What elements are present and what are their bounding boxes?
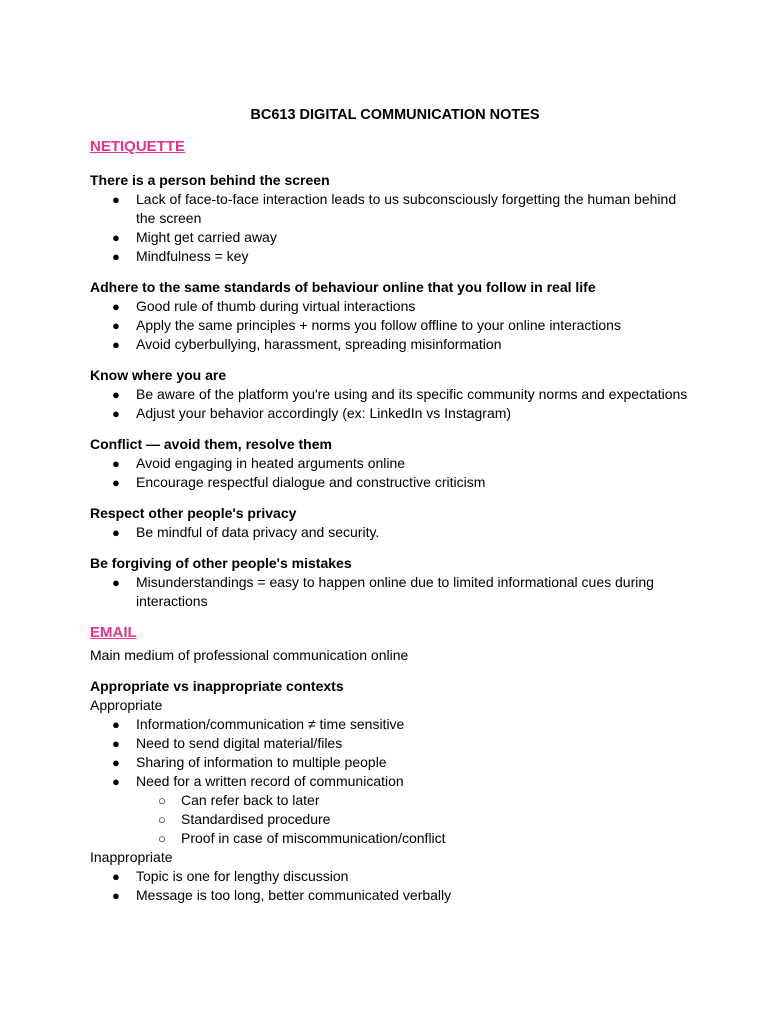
bullet-icon: ● — [112, 888, 120, 903]
subheading-contexts: Appropriate vs inappropriate contexts — [90, 678, 344, 694]
hollow-bullet-icon: ○ — [158, 812, 166, 827]
subheading-same-standards: Adhere to the same standards of behaviour online that you follow in real life — [90, 279, 596, 295]
document-title: BC613 DIGITAL COMMUNICATION NOTES — [250, 107, 540, 123]
bullet-list — [90, 190, 690, 266]
bullet-icon: ● — [112, 318, 120, 333]
inappropriate-label: Inappropriate — [90, 849, 173, 865]
subheading-person-behind-screen: There is a person behind the screen — [90, 172, 330, 188]
subheading-know-where-you-are: Know where you are — [90, 367, 227, 383]
bullet-icon: ● — [112, 230, 120, 245]
list-item: ● Apply the same principles + norms you follow offline to your online interactions — [112, 317, 621, 333]
list-item: ● Encourage respectful dialogue and constructive criticism — [112, 474, 486, 490]
bullet-icon: ● — [112, 575, 120, 590]
bullet-icon: ● — [112, 249, 120, 264]
list-item: ● Message is too long, better communicated verbally — [112, 887, 452, 903]
list-item: ● Avoid cyberbullying, harassment, spreading misinformation — [112, 336, 502, 352]
bullet-icon: ● — [112, 736, 120, 751]
list-item: ● Need for a written record of communication — [112, 773, 404, 789]
list-item: ● Avoid engaging in heated arguments online — [112, 455, 406, 471]
bullet-icon: ● — [112, 299, 120, 314]
list-item: ● Good rule of thumb during virtual interactions — [112, 298, 416, 314]
bullet-list — [90, 715, 690, 791]
bullet-icon: ● — [112, 717, 120, 732]
bullet-list — [90, 573, 690, 611]
section-heading-email: EMAIL — [90, 624, 137, 641]
hollow-bullet-icon: ○ — [158, 793, 166, 808]
list-item: ● Be mindful of data privacy and security. — [112, 524, 380, 540]
list-item: ● Information/communication ≠ time sensitive — [112, 716, 405, 732]
list-item: ● Sharing of information to multiple people — [112, 754, 387, 770]
subheading-forgiving: Be forgiving of other people's mistakes — [90, 555, 352, 571]
email-intro: Main medium of professional communication online — [90, 647, 409, 663]
section-heading-netiquette: NETIQUETTE — [90, 138, 186, 155]
bullet-icon: ● — [112, 337, 120, 352]
bullet-list — [90, 297, 690, 354]
subheading-privacy: Respect other people's privacy — [90, 505, 297, 521]
document-page — [90, 104, 690, 905]
sub-list-item: ○ Proof in case of miscommunication/conflict — [158, 830, 446, 846]
list-item: ● Might get carried away — [112, 229, 277, 245]
hollow-bullet-icon: ○ — [158, 831, 166, 846]
bullet-list — [90, 385, 690, 423]
list-item: ● Be aware of the platform you're using and its specific community norms and expectations — [112, 386, 688, 402]
bullet-icon: ● — [112, 192, 120, 207]
bullet-icon: ● — [112, 456, 120, 471]
list-item: ● Need to send digital material/files — [112, 735, 343, 751]
bullet-list — [90, 867, 690, 905]
subheading-conflict: Conflict — avoid them, resolve them — [90, 436, 332, 452]
sub-bullet-list — [90, 791, 690, 848]
bullet-icon: ● — [112, 869, 120, 884]
bullet-icon: ● — [112, 774, 120, 789]
bullet-list — [90, 523, 690, 542]
sub-list-item: ○ Standardised procedure — [158, 811, 331, 827]
bullet-icon: ● — [112, 475, 120, 490]
bullet-icon: ● — [112, 755, 120, 770]
sub-list-item: ○ Can refer back to later — [158, 792, 320, 808]
list-item: ● Mindfulness = key — [112, 248, 249, 264]
list-item: ● Adjust your behavior accordingly (ex: LinkedIn vs Instagram) — [112, 405, 512, 421]
list-item: ● Topic is one for lengthy discussion — [112, 868, 349, 884]
appropriate-label: Appropriate — [90, 697, 163, 713]
list-item: ● Misunderstandings = easy to happen online due to limited informational cues during interactions — [112, 574, 654, 609]
list-item: ● Lack of face-to-face interaction leads to us subconsciously forgetting the human behind the screen — [112, 191, 677, 226]
bullet-list — [90, 454, 690, 492]
bullet-icon: ● — [112, 525, 120, 540]
bullet-icon: ● — [112, 406, 120, 421]
bullet-icon: ● — [112, 387, 120, 402]
